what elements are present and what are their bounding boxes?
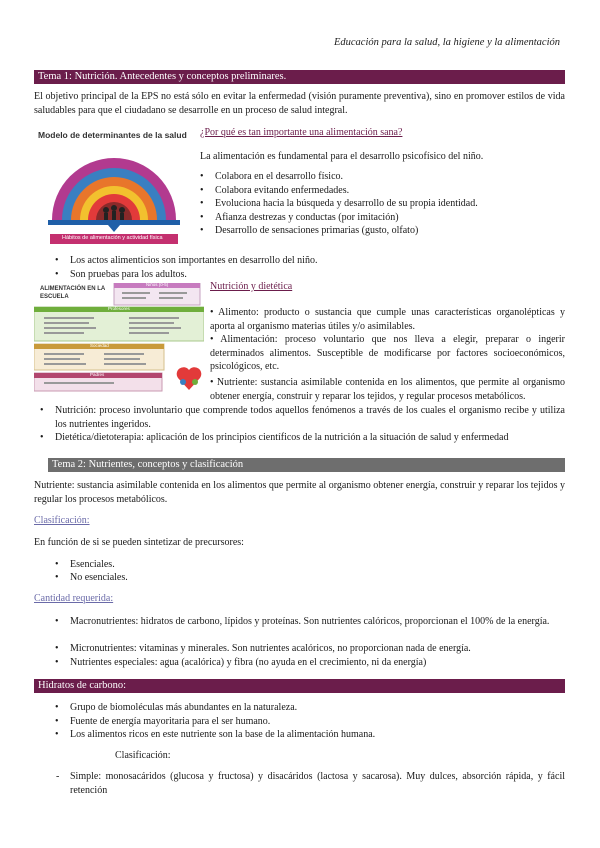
figure2-label: Padres — [90, 372, 105, 377]
nutricion-item: • Nutrición: proceso involuntario que comprende todos aquellos fenómenos a través de los cuales el organismo recibe y utiliza los nutrientes ingeridos. — [40, 405, 565, 430]
clasificacion-heading: Clasificación: — [34, 515, 90, 526]
macro-item: • Macronutrientes: hidratos de carbono, lípidos y proteínas. Son nutrientes calóricos, proporcionan el 100% de la energía. — [55, 616, 550, 627]
alimento-definition: • Alimento: producto o sustancia que cumple unas características organolépticas y aporta al organismo materias útiles y/o asimilables. — [210, 307, 565, 332]
nutriente-definition: • Nutriente: sustancia asimilable contenida en los alimentos, que permite al organismo obtener energía, construir y reparar los tejidos, y regular procesos metabólicos. — [210, 377, 565, 402]
figure2-label: Profesores — [108, 306, 130, 311]
clasificacion-text: En función de si se pueden sintetizar de precursores: — [34, 537, 244, 548]
section-bar-tema1: Tema 1: Nutrición. Antecedentes y conceptos preliminares. — [34, 70, 565, 84]
nutriente-paragraph: Nutriente: sustancia asimilable contenida en los alimentos que permite al organismo obtener energía, construir y reparar los tejidos y regular los procesos metabólicos. — [34, 480, 565, 505]
children-heart-icon — [176, 364, 202, 392]
nutrition-title: Nutrición y dietética — [210, 281, 293, 292]
figure-title: Modelo de determinantes de la salud — [38, 130, 187, 140]
clasificacion-item: • Esenciales. — [55, 559, 115, 570]
reason-item: • Colabora en el desarrollo físico. — [200, 171, 344, 182]
reason-item: • Colabora evitando enfermedades. — [200, 185, 350, 196]
reason-item: • Desarrollo de sensaciones primarias (gusto, olfato) — [200, 225, 419, 236]
figure2-label: Sociedad — [90, 343, 109, 348]
hidratos-item: • Fuente de energía mayoritaria para el ser humano. — [55, 716, 271, 727]
determinants-diagram — [34, 130, 194, 245]
figure2-title: ALIMENTACIÓN EN LA ESCUELA — [40, 286, 105, 300]
dietetica-item: • Dietética/dietoterapia: aplicación de los principios científicos de la nutrición a la situación de salud y enfermedad — [40, 432, 509, 443]
extra-item: • Son pruebas para los adultos. — [55, 269, 187, 280]
simple-item: - Simple: monosacáridos (glucosa y fructosa) y disacáridos (lactosa y sacarosa). Muy dulces, absorción rápida, y fácil retención — [56, 771, 565, 796]
determinants-figure — [34, 130, 194, 245]
section-bar-hidratos: Hidratos de carbono: — [34, 679, 565, 693]
figure-caption: Hábitos de alimentación y actividad física — [62, 235, 163, 241]
hidratos-item: • Los alimentos ricos en este nutriente son la base de la alimentación humana. — [55, 729, 376, 740]
intro-paragraph: El objetivo principal de la EPS no está sólo en evitar la enfermedad (visión puramente preventiva), sino en promover estilos de vida saludables para que el ciudadano se desarrolle en un proceso de salud integral. — [34, 91, 565, 116]
hidratos-item: • Grupo de biomoléculas más abundantes en la naturaleza. — [55, 702, 298, 713]
especiales-item: • Nutrientes especiales: agua (acalórica) y fibra (no ayuda en el crecimiento, ni da energía) — [55, 657, 427, 668]
alimentacion-definition: • Alimentación: proceso voluntario que nos lleva a elegir, preparar o ingerir determinados alimentos. Susceptible de modificarse por factores socioeconómicos, psicológicos, etc. — [210, 334, 565, 372]
question-heading: ¿Por qué es tan importante una alimentación sana? — [200, 127, 403, 138]
cantidad-heading: Cantidad requerida: — [34, 593, 114, 604]
extra-item: • Los actos alimenticios son importantes en desarrollo del niño. — [55, 255, 318, 266]
figure2-label: Niños (0-5) — [146, 282, 169, 287]
reason-item: • Evoluciona hacia la búsqueda y desarrollo de su propia identidad. — [200, 198, 478, 209]
answer-text: La alimentación es fundamental para el desarrollo psicofísico del niño. — [200, 151, 484, 162]
reason-item: • Afianza destrezas y conductas (por imitación) — [200, 212, 399, 223]
hidratos-clasificacion: Clasificación: — [115, 750, 171, 761]
section-bar-tema2: Tema 2: Nutrientes, conceptos y clasificación — [48, 458, 565, 472]
micro-item: • Micronutrientes: vitaminas y minerales. Son nutrientes acalóricos, no proporcionan nada de energía. — [55, 643, 471, 654]
page-header: Educación para la salud, la higiene y la alimentación — [333, 37, 560, 48]
clasificacion-item: • No esenciales. — [55, 572, 128, 583]
